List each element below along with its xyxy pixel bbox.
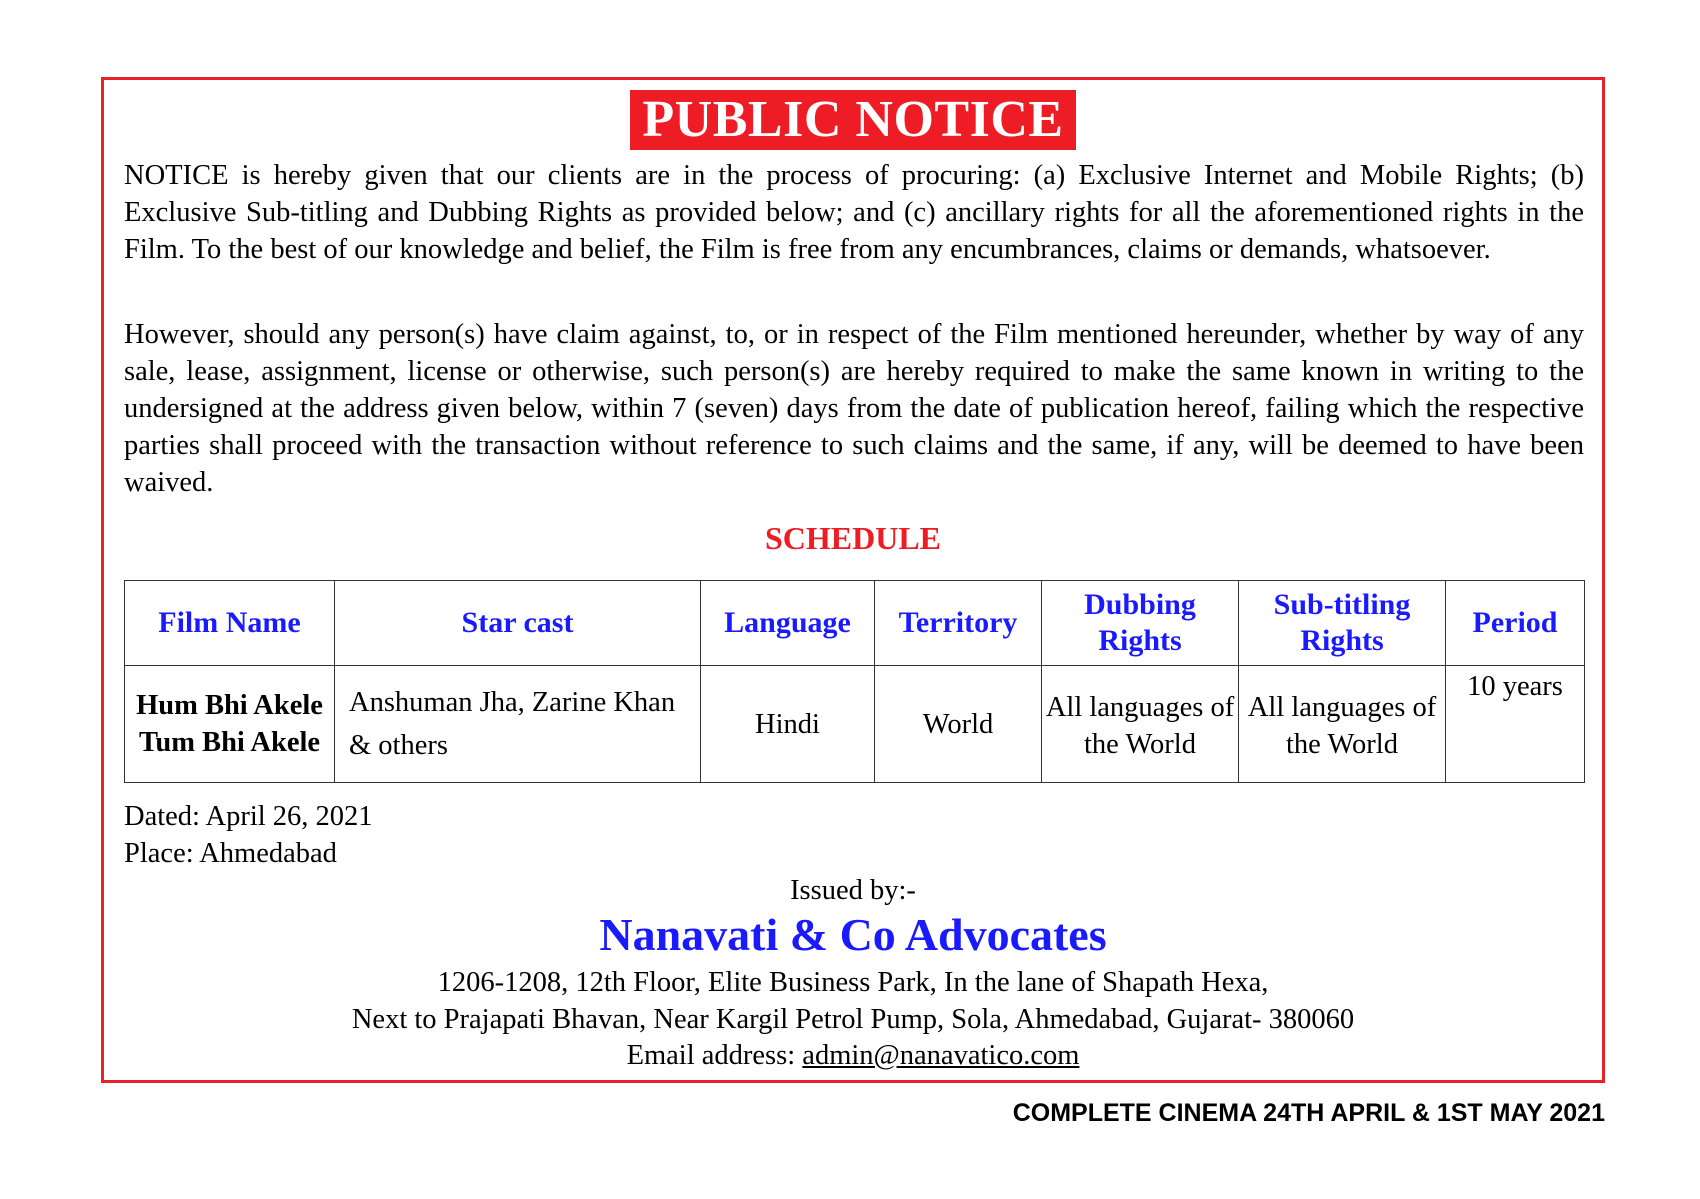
notice-title: PUBLIC NOTICE [630,90,1075,150]
schedule-heading: SCHEDULE [764,520,942,556]
header-language: Language [701,581,875,666]
schedule-table [124,580,1585,783]
publication-footer: COMPLETE CINEMA 24TH APRIL & 1ST MAY 2021 [1012,1099,1605,1127]
cell-star-cast: Anshuman Jha, Zarine Khan & others [335,666,701,783]
header-dubbing-rights: Dubbing Rights [1042,581,1239,666]
header-star-cast: Star cast [335,581,701,666]
cell-subtitling-rights: All languages of the World [1239,666,1446,783]
dated-line: Dated: April 26, 2021 [124,801,373,832]
notice-paragraph-1: NOTICE is hereby given that our clients are in the process of procuring: (a) Exclusive Internet and Mobile Rights; (b) Exclusive Sub-titling and Dubbing Rights as provided below; and (c) ancillary rights for all the aforementioned rights in the Film. To the best of our knowledge and belief, the Film is free from any encumbrances, claims or demands, whatsoever. [124,160,1584,265]
address-line-1: 1206-1208, 12th Floor, Elite Business Park, In the lane of Shapath Hexa, [437,967,1269,998]
header-film-name: Film Name [125,581,335,666]
header-subtitling-rights: Sub-titling Rights [1239,581,1446,666]
email-label: Email address: [626,1040,803,1071]
email-line [104,1037,1602,1074]
schedule-header-row [125,581,1585,666]
cell-territory: World [875,666,1042,783]
address-line-2: Next to Prajapati Bhavan, Near Kargil Petrol Pump, Sola, Ahmedabad, Gujarat- 380060 [351,1004,1355,1035]
firm-name: Nanavati & Co Advocates [599,909,1107,960]
place-line: Place: Ahmedabad [124,838,337,869]
table-row [125,666,1585,783]
header-territory: Territory [875,581,1042,666]
cell-period: 10 years [1446,666,1585,783]
public-notice-frame [101,77,1605,1083]
title-wrap [104,90,1602,150]
cell-dubbing-rights: All languages of the World [1042,666,1239,783]
email-link[interactable]: admin@nanavatico.com [802,1040,1080,1071]
issued-by-label: Issued by:- [790,875,916,906]
cell-film-name: Hum Bhi Akele Tum Bhi Akele [125,666,335,783]
cell-language: Hindi [701,666,875,783]
header-period: Period [1446,581,1585,666]
notice-paragraph-2: However, should any person(s) have claim against, to, or in respect of the Film mentioned hereunder, whether by way of any sale, lease, assignment, license or otherwise, such person(s) are hereby required to make the same known in writing to the undersigned at the address given below, within 7 (seven) days from the date of publication hereof, failing which the respective parties shall proceed with the transaction without reference to such claims and the same, if any, will be deemed to have been waived. [124,319,1584,498]
